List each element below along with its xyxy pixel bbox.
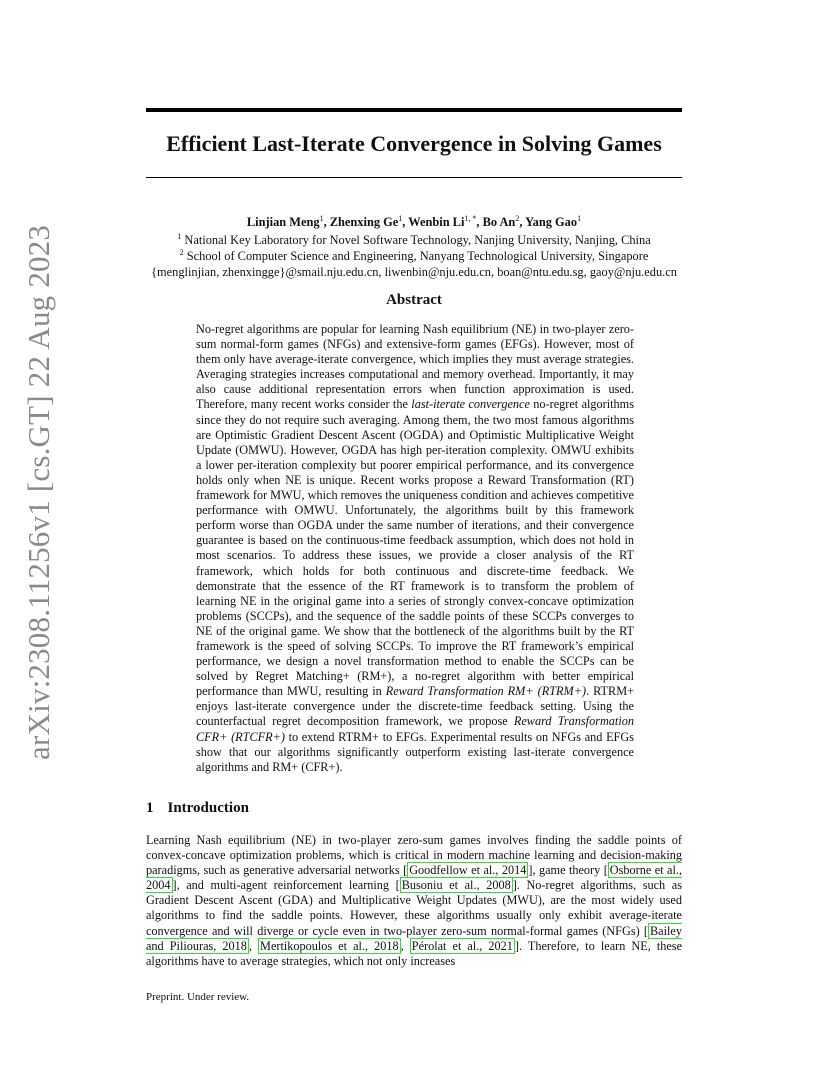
section-heading-introduction: [146, 798, 249, 818]
intro-text: ], game theory [: [528, 863, 608, 878]
abstract-body: [196, 322, 634, 775]
affiliation-text: School of Computer Science and Engineering, Nanyang Technological University, Singapore: [186, 249, 649, 263]
intro-text: ,: [248, 938, 259, 953]
author-emails: {menglinjian, zhenxingge}@smail.nju.edu.cn, liwenbin@nju.edu.cn, boan@ntu.edu.sg, gaoy@nju.edu.cn: [151, 265, 677, 279]
affiliation-1: [60, 232, 768, 248]
author-affiliation-mark: 2: [515, 214, 520, 223]
intro-text: Learning Nash equilibrium (NE) in two-player zero-sum games involves finding the saddle points of convex-concave optimization problems, which is critical in modern machine learning and decision-making paradigms, such as generative adversarial networks [: [146, 833, 682, 878]
abstract-text: no-regret algorithms since they do not require such averaging. Among them, the two most famous algorithms are Optimistic Gradient Descent Ascent (OGDA) and Optimistic Multiplicative Weight Update (OMWU). However, OGDA has high per-iteration complexity. OMWU exhibits a lower per-iteration complexity but poorer empirical performance, and its convergence holds only when NE is unique. Recent works propose a Reward Transformation (RT) framework for MWU, which removes the uniqueness condition and achieves competitive performance with OMWU. Unfortunately, the algorithms built by this framework perform worse than OGDA under the same number of iterations, and their convergence guarantee is based on the continuous-time feedback assumption, which does not hold in most scenarios. To address these issues, we provide a closer analysis of the RT framework, which holds for both continuous and discrete-time feedback. We demonstrate that the essence of the RT framework is to transform the problem of learning NE in the original game into a series of strongly convex-concave optimization problems (SCCPs), and the sequence of the saddle points of these SCCPs converges to NE of the original game. We show that the bottleneck of the algorithms built by the RT framework is the speed of solving SCCPs. To improve the RT framework’s empirical performance, we design a novel transformation method to enable the SCCPs can be solved by Regret Matching+ (RM+), a no-regret algorithm with better empirical performance than MWU, resulting in: [196, 397, 634, 699]
author-name: Yang Gao: [525, 215, 578, 229]
footer-note: Preprint. Under review.: [146, 991, 250, 1003]
abstract-text: . RTRM+ enjoys last-iterate convergence under the discrete-time feedback setting. Using the counterfactual regret decomposition framework, we propose: [196, 684, 635, 729]
abstract-emphasis: Reward Transformation RM+ (RTRM+): [385, 684, 587, 699]
paper-title: Efficient Last-Iterate Convergence in Solving Games: [166, 131, 662, 156]
arxiv-identifier-stamp: arXiv:2308.11256v1 [cs.GT] 22 Aug 2023: [21, 224, 56, 760]
intro-text: ], and multi-agent reinforcement learning [: [172, 878, 400, 893]
citation-link[interactable]: Mertikopoulos et al., 2018: [260, 938, 399, 953]
section-number: 1: [146, 800, 154, 816]
author-list: Linjian Meng$^1$, Zhenxing Ge$^1$, Wenbin $Li^{1, *}$, Bo An$^2$, Yang Gao$^1$: [246, 214, 582, 229]
section-title: Introduction: [167, 800, 249, 816]
affiliation-2: [60, 248, 768, 264]
author-name: Bo An: [482, 215, 516, 229]
abstract-emphasis: last-iterate convergence: [411, 397, 530, 412]
intro-text: ]. No-regret algorithms, such as Gradient Descent Ascent (GDA) and Multiplicative Weight Updates (MWU), are the most widely used algorithms to find the saddle points. However, these algorithms usually only exhibit average-iterate convergence and will diverge or cycle even in two-player zero-sum normal-formal games (NFGs) [: [146, 878, 682, 938]
introduction-paragraph: [146, 833, 682, 969]
intro-text: ,: [400, 938, 410, 953]
abstract-text: to extend RTRM+ to EFGs. Experimental results on NFGs and EFGs show that our algorithms significantly outperform existing last-iterate convergence algorithms and RM+ (CFR+).: [196, 729, 634, 774]
author-name: Linjian Meng: [246, 215, 320, 229]
author-affiliation-mark: 1: [398, 214, 403, 223]
citation-link[interactable]: Goodfellow et al., 2014: [409, 863, 527, 878]
title-rule-top: [146, 108, 682, 112]
affiliation-text: National Key Laboratory for Novel Software Technology, Nanjing University, Nanjing, China: [184, 233, 651, 247]
citation-link[interactable]: Bailey and Piliouras, 2018: [146, 923, 682, 953]
author-name: Zhenxing Ge: [329, 215, 399, 229]
title-rule-bottom: [146, 177, 682, 178]
citation-link[interactable]: Pérolat et al., 2021: [411, 938, 513, 953]
citation-link[interactable]: Osborne et al., 2004: [146, 863, 683, 893]
citation-link[interactable]: Busoniu et al., 2008: [401, 878, 511, 893]
author-affiliation-mark: 1, *: [464, 214, 477, 223]
abstract-heading: Abstract: [386, 292, 442, 308]
abstract-text: No-regret algorithms are popular for learning Nash equilibrium (NE) in two-player zero-sum normal-form games (NFGs) and extensive-form games (EFGs). However, most of them only have average-iterate convergence, which implies they must average strategies. Averaging strategies increases computational and memory overhead. Importantly, it may also cause additional representation errors when function approximation is used. Therefore, many recent works consider the: [196, 322, 634, 412]
affiliation-mark: 2: [179, 248, 184, 257]
affiliation-mark: 1: [177, 232, 182, 241]
intro-text: ]. Therefore, to learn NE, these algorithms have to average strategies, which not only increases: [146, 938, 683, 968]
author-affiliation-mark: 1: [319, 214, 324, 223]
author-name: Wenbin Li: [408, 215, 465, 229]
abstract-emphasis: Reward Transformation CFR+ (RTCFR+): [196, 714, 634, 744]
author-affiliation-mark: 1: [577, 214, 582, 223]
